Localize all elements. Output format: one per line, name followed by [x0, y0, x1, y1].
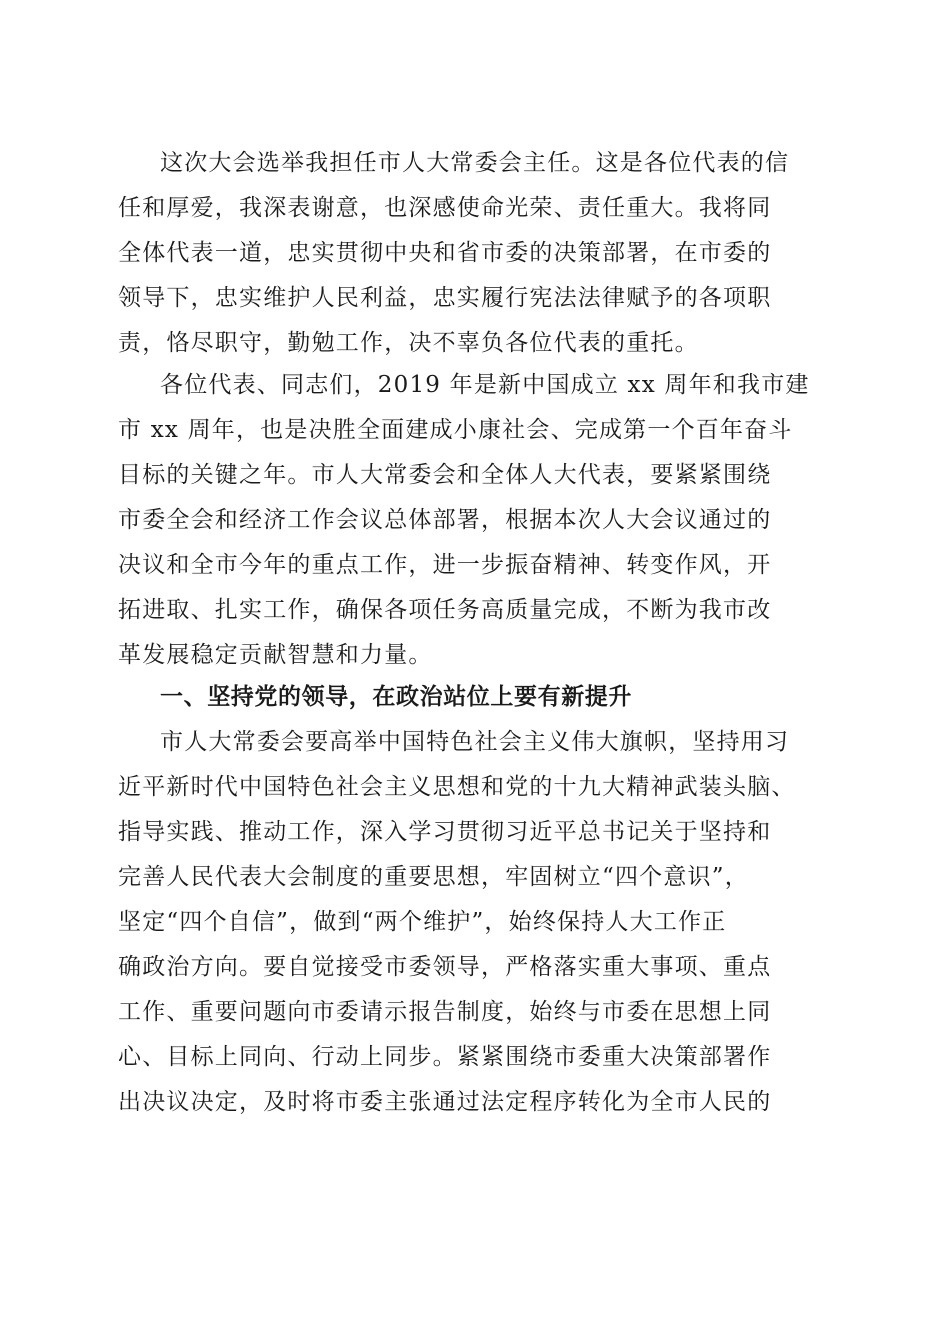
paragraph-3-line-6: 确政治方向。要自觉接受市委领导，严格落实重大事项、重点	[118, 954, 772, 980]
paragraph-1-line-5: 责，恪尽职守，勤勉工作，决不辜负各位代表的重托。	[118, 330, 699, 356]
paragraph-3-line-4: 完善人民代表大会制度的重要思想，牢固树立“四个意识”，	[118, 864, 749, 890]
paragraph-3-line-1: 市人大常委会要高举中国特色社会主义伟大旗帜，坚持用习	[160, 729, 790, 755]
paragraph-2-line-1: 各位代表、同志们，2019 年是新中国成立 xx 周年和我市建	[160, 372, 810, 398]
paragraph-3-line-2: 近平新时代中国特色社会主义思想和党的十九大精神武装头脑、	[118, 774, 796, 800]
paragraph-1-line-1: 这次大会选举我担任市人大常委会主任。这是各位代表的信	[160, 150, 790, 176]
paragraph-2-line-4: 市委全会和经济工作会议总体部署，根据本次人大会议通过的	[118, 507, 772, 533]
paragraph-1-line-2: 任和厚爱，我深表谢意，也深感使命光荣、责任重大。我将同	[118, 195, 772, 221]
paragraph-2-line-3: 目标的关键之年。市人大常委会和全体人大代表，要紧紧围绕	[118, 462, 772, 488]
paragraph-3-line-7: 工作、重要问题向市委请示报告制度，始终与市委在思想上同	[118, 999, 772, 1025]
paragraph-2-line-6: 拓进取、扎实工作，确保各项任务高质量完成，不断为我市改	[118, 597, 772, 623]
paragraph-3-line-3: 指导实践、推动工作，深入学习贯彻习近平总书记关于坚持和	[118, 819, 772, 845]
paragraph-3-line-5: 坚定“四个自信”，做到“两个维护”，始终保持人大工作正	[118, 909, 727, 935]
paragraph-2-line-5: 决议和全市今年的重点工作，进一步振奋精神、转变作风，开	[118, 552, 772, 578]
paragraph-3-line-9: 出决议决定，及时将市委主张通过法定程序转化为全市人民的	[118, 1089, 772, 1115]
paragraph-1-line-3: 全体代表一道，忠实贯彻中央和省市委的决策部署，在市委的	[118, 240, 772, 266]
paragraph-2-line-7: 革发展稳定贡献智慧和力量。	[118, 642, 433, 668]
section-heading-1: 一、坚持党的领导，在政治站位上要有新提升	[160, 684, 632, 710]
paragraph-3-line-8: 心、目标上同向、行动上同步。紧紧围绕市委重大决策部署作	[118, 1044, 772, 1070]
paragraph-1-line-4: 领导下，忠实维护人民利益，忠实履行宪法法律赋予的各项职	[118, 285, 772, 311]
paragraph-2-line-2: 市 xx 周年，也是决胜全面建成小康社会、完成第一个百年奋斗	[118, 417, 793, 443]
